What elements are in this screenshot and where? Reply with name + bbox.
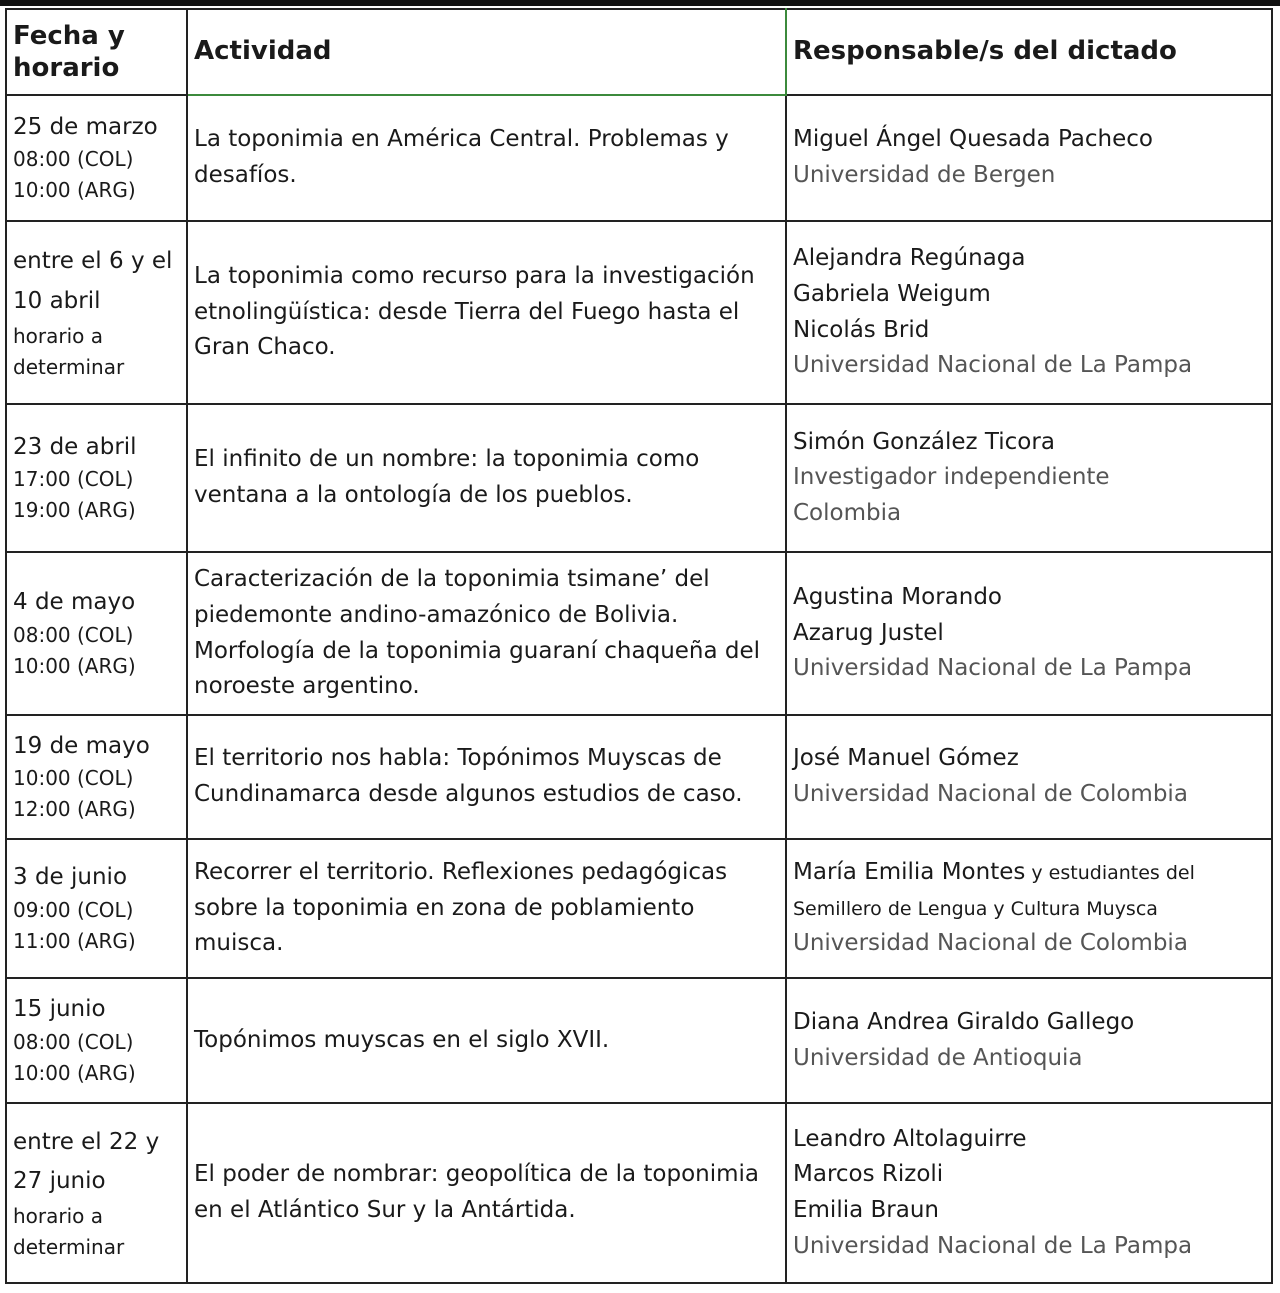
activity-cell: La toponimia en América Central. Problemas y desafíos. <box>187 95 786 221</box>
table-row <box>6 95 1272 221</box>
person-name: María Emilia Montes <box>793 859 1026 886</box>
institution: Universidad de Antioquia <box>793 1044 1083 1071</box>
date-text: entre el 6 y el 10 abril <box>13 248 173 314</box>
time-col: 08:00 (COL) <box>13 1029 134 1054</box>
time-arg: 10:00 (ARG) <box>13 653 136 678</box>
person-extra: y estudiantes del <box>1025 862 1195 885</box>
time-col: 10:00 (COL) <box>13 766 134 791</box>
time-arg: 12:00 (ARG) <box>13 797 136 822</box>
time-col: 09:00 (COL) <box>13 897 134 922</box>
institution: Universidad Nacional de La Pampa <box>793 352 1193 379</box>
institution: Investigador independiente <box>793 464 1110 491</box>
responsible-cell <box>786 221 1272 404</box>
person-name: José Manuel Gómez <box>793 745 1019 772</box>
table-row <box>6 404 1272 552</box>
date-cell <box>6 95 187 221</box>
header-date: Fecha y horario <box>6 9 187 95</box>
responsible-cell <box>786 715 1272 839</box>
date-cell <box>6 404 187 552</box>
institution-country: Colombia <box>793 499 902 526</box>
person-name: Alejandra Regúnaga <box>793 245 1026 272</box>
table-row <box>6 839 1272 978</box>
table-header-row <box>6 9 1272 95</box>
activity-cell: Topónimos muyscas en el siglo XVII. <box>187 978 786 1103</box>
responsible-cell <box>786 95 1272 221</box>
table-row <box>6 715 1272 839</box>
person-name: Nicolás Brid <box>793 316 930 343</box>
time-col: 08:00 (COL) <box>13 147 134 172</box>
person-name: Gabriela Weigum <box>793 280 991 307</box>
date-cell <box>6 839 187 978</box>
responsible-cell <box>786 839 1272 978</box>
institution: Universidad Nacional de La Pampa <box>793 1232 1193 1259</box>
date-text: 25 de marzo <box>13 113 158 140</box>
person-name: Agustina Morando <box>793 584 1002 611</box>
time-arg: 10:00 (ARG) <box>13 178 136 203</box>
person-extra-line <box>793 891 1265 927</box>
time-arg: 11:00 (ARG) <box>13 928 136 953</box>
date-text: 15 junio <box>13 996 106 1023</box>
person-name: Miguel Ángel Quesada Pacheco <box>793 126 1153 153</box>
responsible-cell <box>786 978 1272 1103</box>
person-name: Simón González Ticora <box>793 428 1055 455</box>
time-col: 08:00 (COL) <box>13 622 134 647</box>
table-row <box>6 978 1272 1103</box>
person-name: Diana Andrea Giraldo Gallego <box>793 1008 1135 1035</box>
person-name: Marcos Rizoli <box>793 1161 944 1188</box>
date-cell <box>6 552 187 715</box>
institution: Universidad de Bergen <box>793 162 1056 188</box>
activity-cell: El territorio nos habla: Topónimos Muyscas de Cundinamarca desde algunos estudios de caso. <box>187 715 786 839</box>
date-text: 23 de abril <box>13 433 137 460</box>
header-responsible: Responsable/s del dictado <box>786 9 1272 95</box>
activity-cell: El infinito de un nombre: la toponimia como ventana a la ontología de los pueblos. <box>187 404 786 552</box>
person-name: Azarug Justel <box>793 619 944 646</box>
responsible-cell <box>786 552 1272 715</box>
person-line <box>793 855 1265 891</box>
table-row <box>6 552 1272 715</box>
institution: Universidad Nacional de Colombia <box>793 930 1188 957</box>
activity-cell: La toponimia como recurso para la investigación etnolingüística: desde Tierra del Fuego hasta el Gran Chaco. <box>187 221 786 404</box>
institution: Universidad Nacional de La Pampa <box>793 655 1193 682</box>
activity-cell: Caracterización de la toponimia tsimane’ del piedemonte andino-amazónico de Bolivia. Morfología de la toponimia guaraní chaqueña del noroeste argentino. <box>187 552 786 715</box>
time-col: horario a <box>13 323 104 348</box>
person-extra-2: Semillero de Lengua y Cultura Muysca <box>793 897 1158 920</box>
responsible-cell <box>786 404 1272 552</box>
date-text: entre el 22 y 27 junio <box>13 1128 160 1194</box>
schedule-table <box>5 8 1273 1284</box>
time-col: 17:00 (COL) <box>13 467 134 492</box>
responsible-cell <box>786 1103 1272 1283</box>
institution: Universidad Nacional de Colombia <box>793 781 1188 807</box>
activity-cell: Recorrer el territorio. Reflexiones pedagógicas sobre la toponimia en zona de poblamiento muisca. <box>187 839 786 978</box>
person-name: Leandro Altolaguirre <box>793 1125 1027 1152</box>
time-arg: determinar <box>13 354 125 379</box>
date-text: 19 de mayo <box>13 732 150 759</box>
top-border <box>0 0 1280 6</box>
date-cell <box>6 221 187 404</box>
time-arg: 19:00 (ARG) <box>13 498 136 523</box>
date-cell <box>6 715 187 839</box>
date-text: 4 de mayo <box>13 589 136 616</box>
person-name: Emilia Braun <box>793 1197 939 1223</box>
date-cell <box>6 1103 187 1283</box>
table-row <box>6 1103 1272 1283</box>
table-row <box>6 221 1272 404</box>
time-col: horario a <box>13 1204 104 1229</box>
date-cell <box>6 978 187 1103</box>
header-activity: Actividad <box>187 9 786 95</box>
activity-cell: El poder de nombrar: geopolítica de la toponimia en el Atlántico Sur y la Antártida. <box>187 1103 786 1283</box>
time-arg: determinar <box>13 1235 125 1260</box>
time-arg: 10:00 (ARG) <box>13 1060 136 1085</box>
date-text: 3 de junio <box>13 864 128 891</box>
